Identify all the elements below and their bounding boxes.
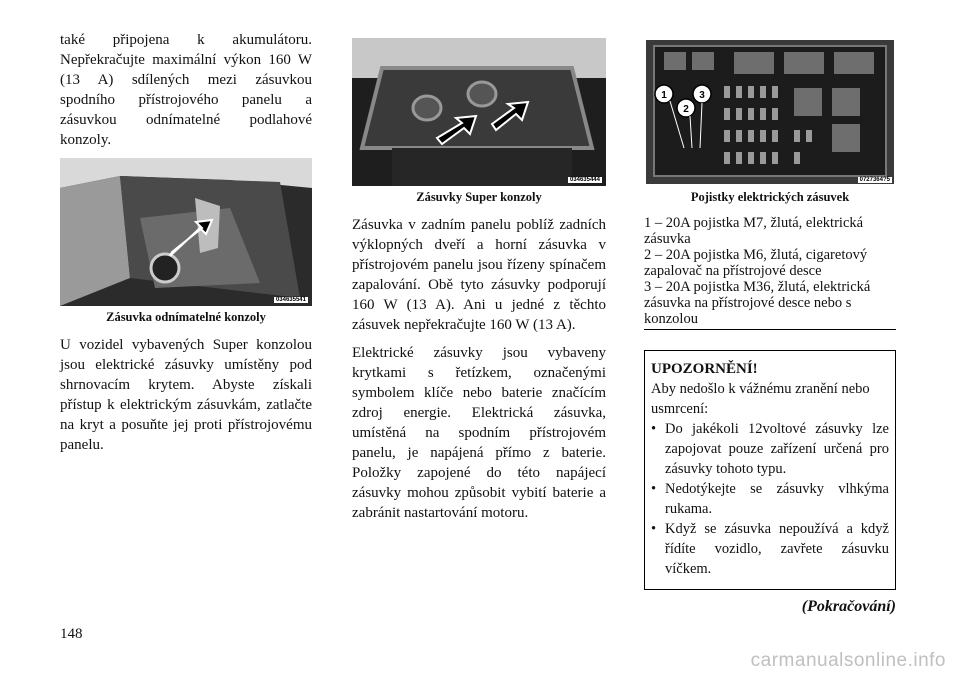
fuse-item: 3 – 20A pojistka M36, žlutá, elektrická zásuvka na přístrojové desce nebo s konzolou <box>644 279 871 327</box>
photo-caption: Zásuvky Super konzoly <box>416 190 542 204</box>
fuse-item: 1 – 20A pojistka M7, žlutá, elektrická zásuvka <box>644 215 864 247</box>
photo-caption: Zásuvka odnímatelné konzoly <box>106 310 266 324</box>
warning-list <box>651 419 889 579</box>
warning-box <box>644 350 896 590</box>
page-number: 148 <box>60 626 83 642</box>
column-middle <box>352 38 606 531</box>
warning-intro: Aby nedošlo k vážnému zranění nebo usmrcení: <box>651 381 870 417</box>
warning-title: UPOZORNĚNÍ! <box>651 361 758 377</box>
callout-3: 3 <box>699 90 705 101</box>
image-code: 034635444 <box>569 177 600 183</box>
column-left <box>60 30 312 463</box>
warning-item: • Do jakékoli 12voltové zásuvky lze zapojovat pouze zařízení určená pro zásuvky tohoto typu. <box>651 419 889 479</box>
removable-console-outlet-photo <box>60 158 312 306</box>
intro-paragraph: také připojena k akumulátoru. Nepřekračujte maximální výkon 160 W (13 A) sdílených mezi zásuvkou spodního přístrojového panelu a zásuvkou odnímatelné podlahové konzoly. <box>60 32 312 148</box>
rear-panel-paragraph: Zásuvka v zadním panelu poblíž zadních výklopných dveří a horní zásuvka v přístrojovém panelu jsou řízeny spínačem zapalování. Obě tyto zásuvky podporují 160 W (13 A). Ani u jedné z těchto zásuvek nepřekračujte 160 W (13 A). <box>352 217 606 333</box>
warning-item: • Nedotýkejte se zásuvky vlhkýma rukama. <box>651 479 889 519</box>
photo-caption: Pojistky elektrických zásuvek <box>690 190 850 204</box>
watermark: carmanualsonline.info <box>750 650 946 671</box>
fuse-list <box>644 215 896 330</box>
fuse-item: 2 – 20A pojistka M6, žlutá, cigaretový zapalovač na přístrojové desce <box>644 247 868 279</box>
super-console-paragraph: U vozidel vybavených Super konzolou jsou elektrické zásuvky umístěny pod shrnovacím krytem. Abyste získali přístup k elektrickým zásuvkám, zatlačte na kryt a posuňte jej proti přístrojovému panelu. <box>60 337 312 453</box>
callout-2: 2 <box>683 104 689 115</box>
continued-label: (Pokračování) <box>801 598 896 615</box>
fuse-box-photo <box>644 38 896 186</box>
image-code: 034635541 <box>275 297 306 303</box>
outlet-caps-paragraph: Elektrické zásuvky jsou vybaveny krytkami s řetízkem, označenými symbolem klíče nebo baterie značícím zdroj energie. Elektrická zásuvka, umístěná na spodním přístrojovém panelu, je napájená přímo z baterie. Položky zapojené do této napájecí zásuvky mohou způsobit vybití baterie a zabránit nastartování motoru. <box>352 345 606 521</box>
warning-item: • Když se zásuvka nepoužívá a když řídíte vozidlo, zavřete zásuvku víčkem. <box>651 519 889 579</box>
callout-1: 1 <box>661 90 667 101</box>
super-console-outlets-photo <box>352 38 606 186</box>
column-right <box>644 38 896 616</box>
image-code: 0727364?5 <box>859 177 890 183</box>
